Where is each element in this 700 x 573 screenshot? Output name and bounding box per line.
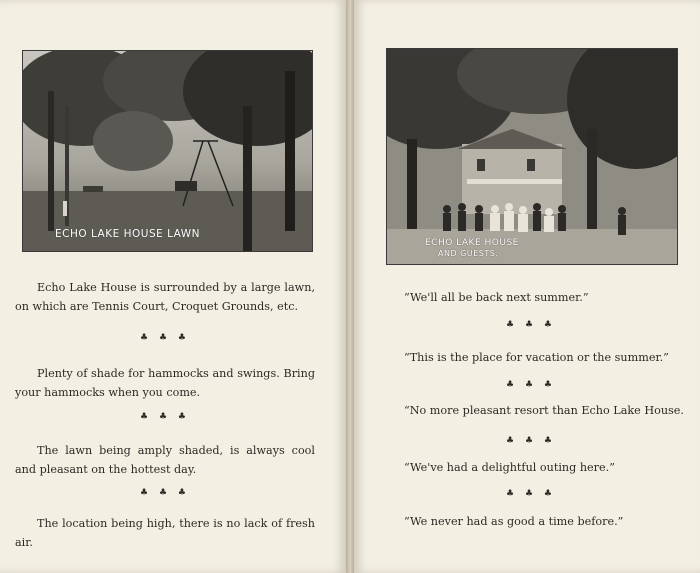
lawn-photo-image — [23, 51, 312, 251]
paragraph-shade: Plenty of shade for hammocks and swings. Bring your hammocks when you come. — [15, 367, 315, 399]
quote-back-next-summer: “We'll all be back next summer.” — [404, 291, 589, 304]
guests-photo — [386, 48, 678, 265]
quote-place-for-vacation: “This is the place for vacation or the summer.” — [404, 351, 669, 364]
book-gutter — [346, 0, 354, 573]
separator-6: ♣ ♣ ♣ — [506, 436, 556, 446]
guests-photo-caption-line2: AND GUESTS. — [438, 249, 499, 258]
separator-7: ♣ ♣ ♣ — [506, 489, 556, 499]
separator-1: ♣ ♣ ♣ — [140, 333, 190, 343]
quote-pleasant-resort: “No more pleasant resort than Echo Lake House. — [404, 404, 684, 417]
quote-delightful-outing: “We've had a delightful outing here.” — [404, 461, 615, 474]
separator-2: ♣ ♣ ♣ — [140, 412, 190, 422]
guests-photo-image — [387, 49, 677, 264]
quote-good-time-before: “We never had as good a time before.” — [404, 515, 624, 528]
paragraph-lawn: Echo Lake House is surrounded by a large lawn, on which are Tennis Court, Croquet Grounds, etc. — [15, 281, 315, 313]
lawn-photo — [22, 50, 313, 252]
guests-photo-caption-line1: ECHO LAKE HOUSE — [425, 238, 519, 248]
paragraph-cool: The lawn being amply shaded, is always cool and pleasant on the hottest day. — [15, 444, 315, 476]
lawn-photo-caption: ECHO LAKE HOUSE LAWN — [55, 228, 201, 240]
separator-4: ♣ ♣ ♣ — [506, 320, 556, 330]
paragraph-air: The location being high, there is no lack of fresh air. — [15, 517, 315, 549]
separator-5: ♣ ♣ ♣ — [506, 380, 556, 390]
separator-3: ♣ ♣ ♣ — [140, 488, 190, 498]
